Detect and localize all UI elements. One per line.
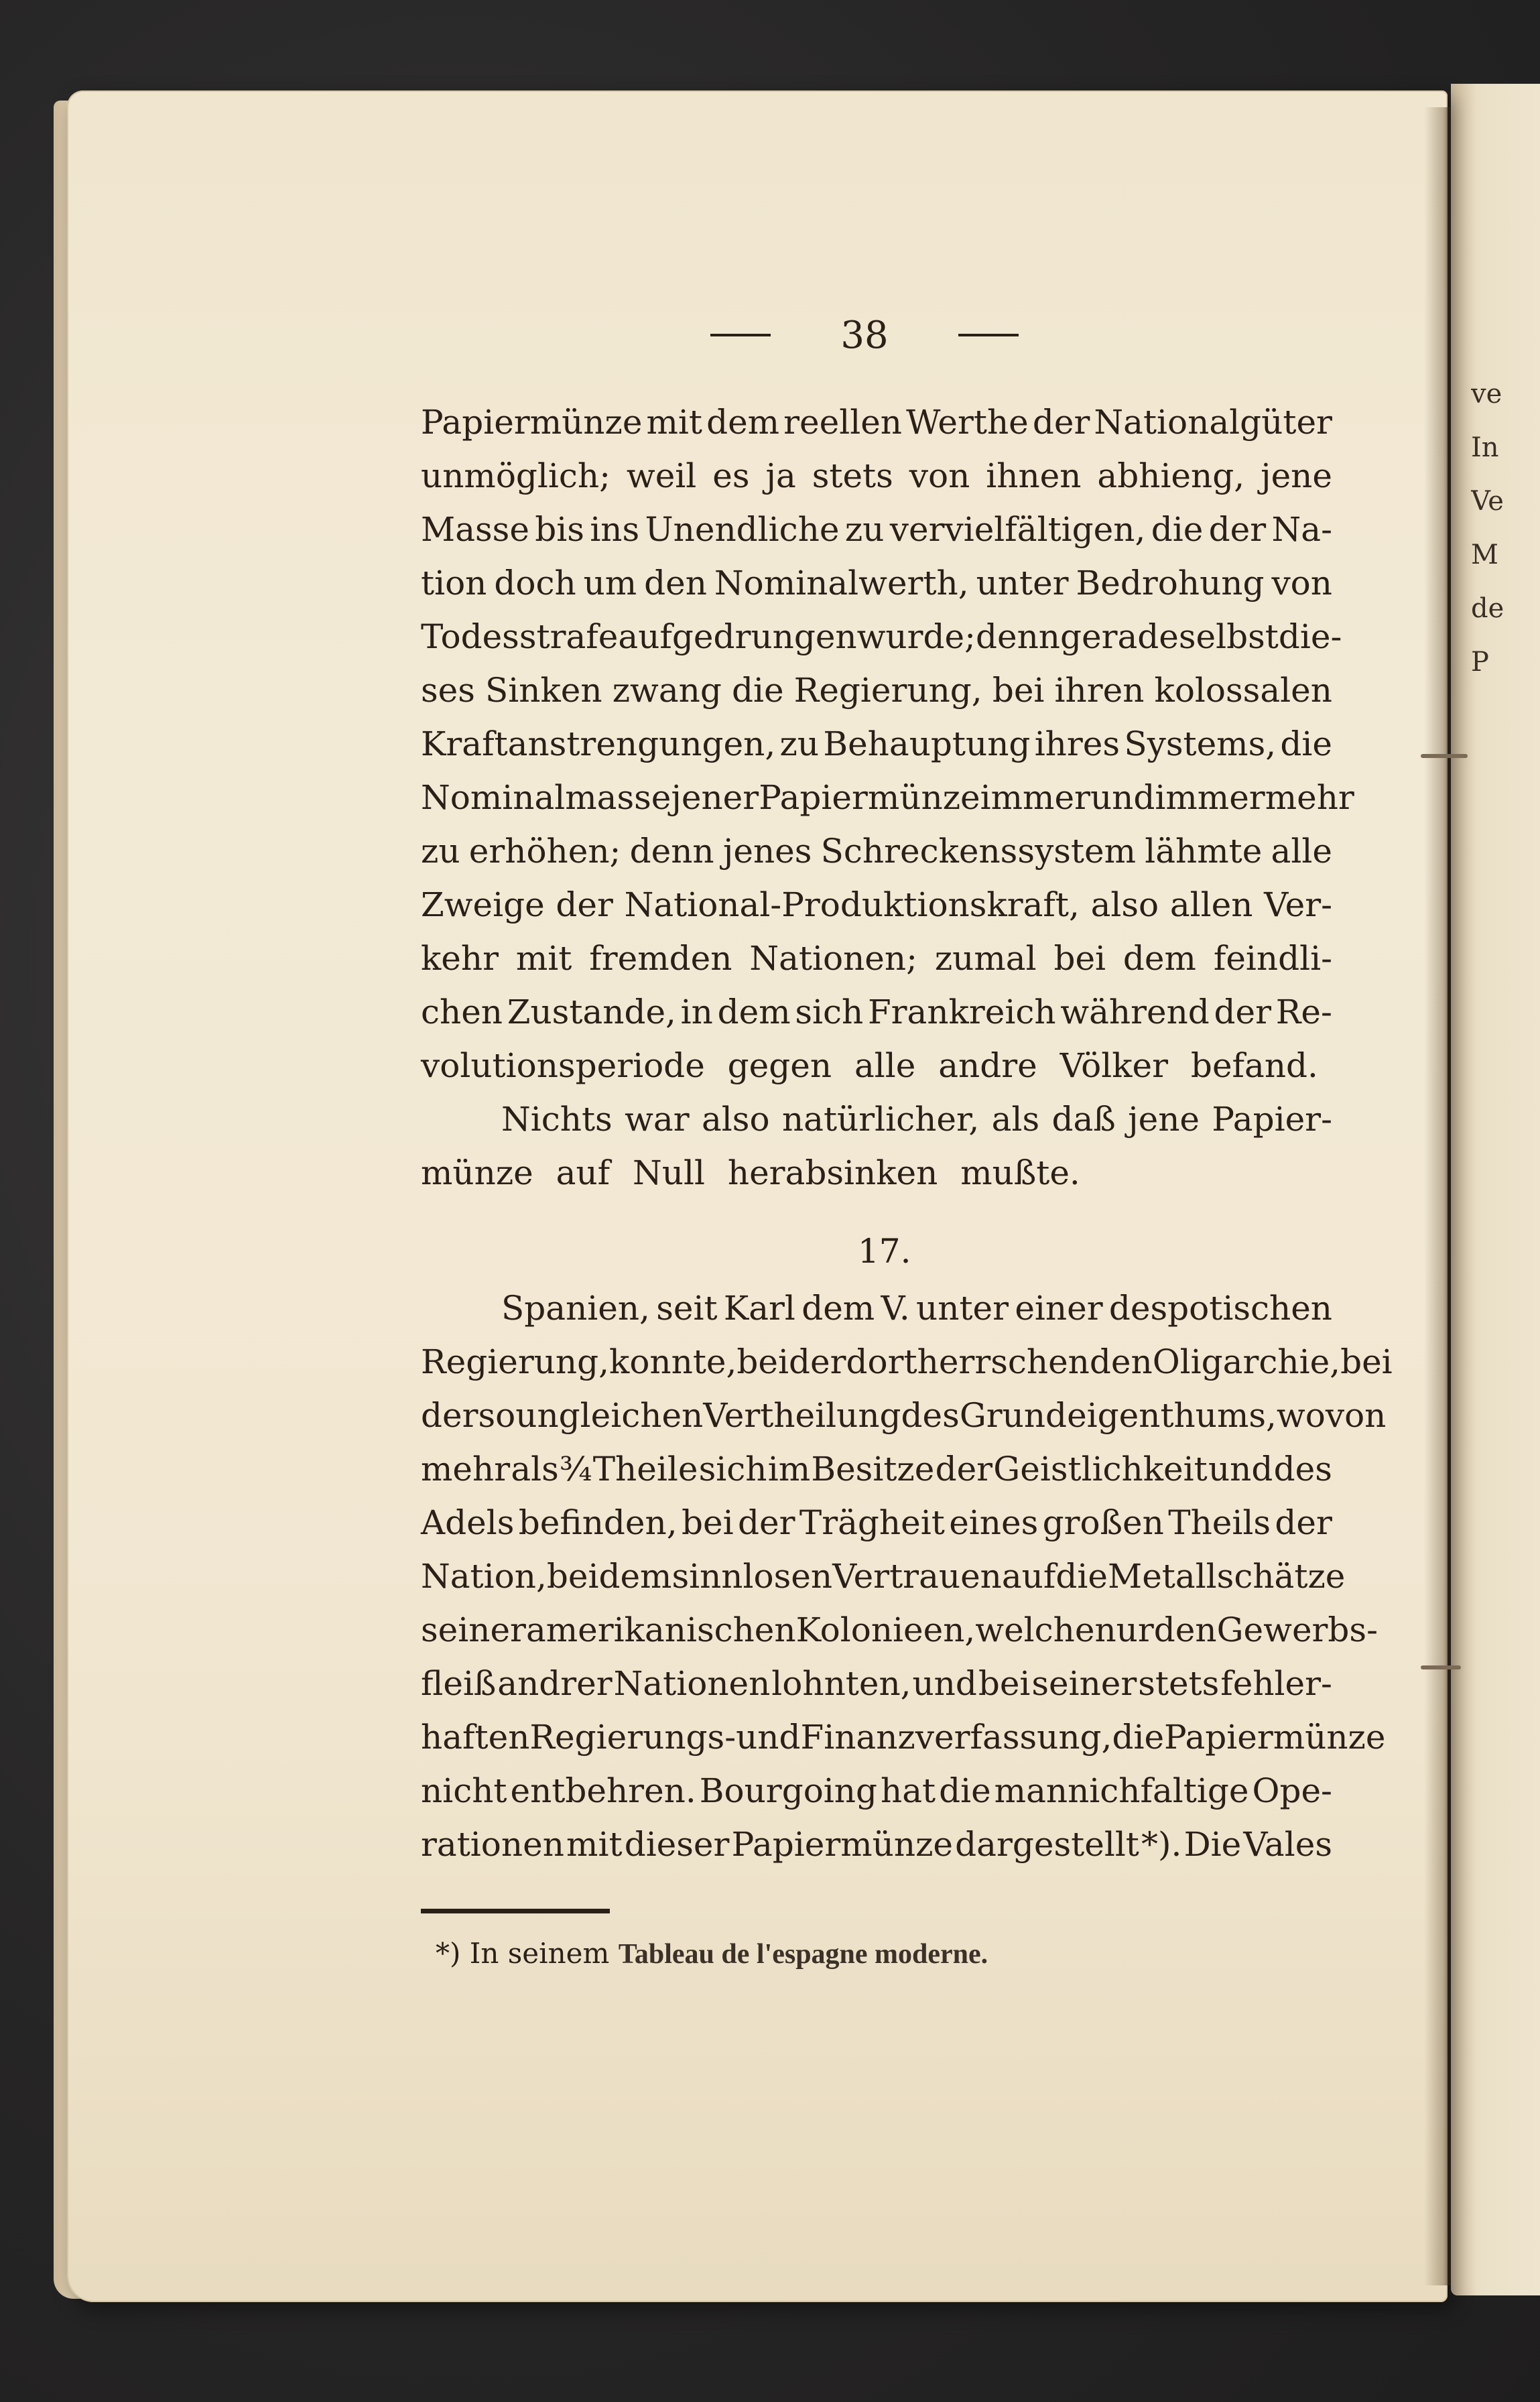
header-dash-left bbox=[710, 334, 771, 336]
word: Theile bbox=[592, 1450, 698, 1489]
word: Nationen; bbox=[749, 939, 917, 978]
word: sinnlosen bbox=[671, 1557, 833, 1596]
word: welche bbox=[975, 1610, 1095, 1649]
word: den bbox=[1153, 1610, 1217, 1649]
word: hat bbox=[881, 1771, 936, 1810]
word: Schreckenssystem bbox=[820, 832, 1136, 871]
word: kehr bbox=[421, 939, 499, 978]
facing-page-fragment: ve bbox=[1471, 379, 1502, 409]
word: kolossalen bbox=[1154, 671, 1332, 710]
page-number: 38 bbox=[840, 313, 889, 357]
word: die bbox=[1112, 1718, 1165, 1757]
word: großen bbox=[1042, 1503, 1164, 1542]
word: Papiermünze bbox=[1164, 1718, 1386, 1757]
word: war bbox=[625, 1100, 690, 1139]
word: fremden bbox=[589, 939, 732, 978]
word: Systems, bbox=[1124, 724, 1277, 763]
text-line: münze auf Null herabsinken mußte. bbox=[421, 1153, 1080, 1192]
word: konnte, bbox=[609, 1342, 737, 1381]
word: zu bbox=[421, 832, 460, 871]
word: mit bbox=[515, 939, 572, 978]
word: der bbox=[1275, 1503, 1332, 1542]
word: Trägheit bbox=[799, 1503, 945, 1542]
word: nicht bbox=[421, 1771, 507, 1810]
word: Karl bbox=[723, 1289, 795, 1328]
header-dash-right bbox=[958, 334, 1019, 336]
word: Papiermünze bbox=[421, 403, 643, 442]
word: allen bbox=[1169, 885, 1253, 924]
word: lohnten, bbox=[771, 1664, 911, 1703]
word: erhöhen; bbox=[468, 832, 621, 871]
word: bei bbox=[978, 1664, 1031, 1703]
word: Na- bbox=[1271, 510, 1332, 549]
word: immer bbox=[1155, 778, 1265, 817]
word: rationen bbox=[421, 1825, 564, 1864]
word: reellen bbox=[783, 403, 903, 442]
word: daß bbox=[1051, 1100, 1116, 1139]
word: den bbox=[644, 564, 707, 603]
word: also bbox=[702, 1100, 770, 1139]
word: während bbox=[1060, 993, 1210, 1031]
word: dargestellt bbox=[955, 1825, 1139, 1864]
word: herrschenden bbox=[917, 1342, 1153, 1381]
paragraph-3 bbox=[421, 1281, 1393, 1871]
word: zwang bbox=[612, 671, 722, 710]
text-line bbox=[421, 449, 1332, 503]
text-line bbox=[421, 1550, 1346, 1603]
word: nur bbox=[1094, 1610, 1154, 1649]
word: dieser bbox=[624, 1825, 730, 1864]
facing-page-fragment: de bbox=[1471, 593, 1504, 624]
word: bis bbox=[535, 510, 584, 549]
word: sich bbox=[698, 1450, 767, 1489]
word: bei bbox=[1053, 939, 1106, 978]
word: dem bbox=[706, 403, 780, 442]
word: ihnen bbox=[986, 456, 1082, 495]
word: Finanzverfassung, bbox=[800, 1718, 1112, 1757]
facing-page-fragment: M bbox=[1471, 540, 1498, 570]
word: als bbox=[991, 1100, 1040, 1139]
text-line bbox=[421, 556, 1332, 610]
word: entbehren. bbox=[510, 1771, 696, 1810]
text-line bbox=[421, 1710, 1386, 1764]
word: von bbox=[909, 456, 970, 495]
word: despotischen bbox=[1108, 1289, 1332, 1328]
word: dem bbox=[1122, 939, 1196, 978]
word: ihres bbox=[1034, 724, 1120, 763]
word: chen bbox=[421, 993, 503, 1031]
word: so bbox=[478, 1396, 516, 1435]
footnote bbox=[436, 1937, 1240, 1984]
word: befinden, bbox=[518, 1503, 678, 1542]
word: Gewerbs- bbox=[1216, 1610, 1378, 1649]
text-line bbox=[421, 610, 1342, 663]
word: Nominalwerth, bbox=[714, 564, 969, 603]
text-line bbox=[421, 1818, 1332, 1871]
word: ses bbox=[421, 671, 475, 710]
text-line bbox=[421, 717, 1332, 771]
word: bei bbox=[992, 671, 1045, 710]
text-line bbox=[421, 663, 1332, 717]
word: der bbox=[737, 1503, 795, 1542]
footnote-title: Tableau de l'espagne moderne. bbox=[618, 1939, 988, 1970]
word: Unendliche bbox=[645, 510, 840, 549]
text-line bbox=[421, 1389, 1387, 1442]
text-line bbox=[421, 1657, 1332, 1710]
word: auf bbox=[1001, 1557, 1056, 1596]
facing-page-fragment: P bbox=[1471, 647, 1489, 678]
word: der bbox=[789, 1342, 846, 1381]
word: ihren bbox=[1054, 671, 1145, 710]
word: es bbox=[712, 456, 750, 495]
word: haften bbox=[421, 1718, 530, 1757]
word: der bbox=[1032, 403, 1090, 442]
word: Papiermünze bbox=[731, 1825, 954, 1864]
word: Nationen bbox=[613, 1664, 771, 1703]
word: jenes bbox=[722, 832, 812, 871]
word: und bbox=[736, 1718, 801, 1757]
word: Re- bbox=[1275, 993, 1332, 1031]
word: zu bbox=[844, 510, 885, 549]
word: immer bbox=[980, 778, 1090, 817]
word: Die bbox=[1183, 1825, 1242, 1864]
text-line bbox=[421, 1092, 1332, 1146]
word: des bbox=[901, 1396, 960, 1435]
word: Grundeigenthums, bbox=[959, 1396, 1277, 1435]
word: Vales bbox=[1243, 1825, 1332, 1864]
text-line bbox=[421, 503, 1332, 556]
word: Geistlichkeit bbox=[993, 1450, 1208, 1489]
word: dort bbox=[846, 1342, 917, 1381]
word: Theils bbox=[1168, 1503, 1271, 1542]
word: bei bbox=[1340, 1342, 1393, 1381]
word: denn bbox=[975, 617, 1060, 656]
book-gutter bbox=[1424, 107, 1451, 2285]
word: Vertheilung bbox=[703, 1396, 901, 1435]
word: fleiß bbox=[421, 1664, 497, 1703]
footnote-divider bbox=[421, 1909, 610, 1913]
word: die- bbox=[1278, 617, 1342, 656]
binding-thread bbox=[1421, 1665, 1461, 1669]
word: mit bbox=[566, 1825, 623, 1864]
text-line bbox=[421, 878, 1332, 932]
word: um bbox=[583, 564, 637, 603]
text-line bbox=[421, 1335, 1393, 1389]
word: Frankreich bbox=[867, 993, 1056, 1031]
word: wurde; bbox=[856, 617, 976, 656]
word: sich bbox=[795, 993, 864, 1031]
word: dem bbox=[598, 1557, 672, 1596]
word: dem bbox=[801, 1289, 875, 1328]
word: National-Produktionskraft, bbox=[624, 885, 1080, 924]
word: der bbox=[421, 1396, 478, 1435]
text-line bbox=[421, 1442, 1332, 1496]
word: ja bbox=[765, 456, 796, 495]
word: andrer bbox=[497, 1664, 613, 1703]
word: ungleichen bbox=[515, 1396, 704, 1435]
word: zu bbox=[779, 724, 820, 763]
word: Oligarchie, bbox=[1152, 1342, 1341, 1381]
word: Nation, bbox=[421, 1557, 547, 1596]
page-header bbox=[710, 308, 1019, 362]
word: mannichfaltige bbox=[994, 1771, 1249, 1810]
word: Nichts bbox=[501, 1100, 613, 1139]
word: der bbox=[556, 885, 613, 924]
word: Regierung, bbox=[421, 1342, 610, 1381]
word: mehr bbox=[421, 1450, 511, 1489]
word: stets bbox=[1138, 1664, 1220, 1703]
word: und bbox=[1208, 1450, 1273, 1489]
paragraph-1 bbox=[421, 395, 1354, 1200]
facing-page-fragment: Ve bbox=[1471, 486, 1504, 517]
word: fehler- bbox=[1220, 1664, 1332, 1703]
text-line: volutionsperiode gegen alle andre Völker befand. bbox=[421, 1046, 1318, 1085]
word: bei bbox=[736, 1342, 789, 1381]
text-line bbox=[421, 824, 1332, 878]
word: vervielfältigen, bbox=[889, 510, 1146, 549]
word: und bbox=[912, 1664, 977, 1703]
word: selbst bbox=[1178, 617, 1279, 656]
word: des bbox=[1273, 1450, 1332, 1489]
word: jener bbox=[671, 778, 759, 817]
text-line bbox=[421, 1603, 1378, 1657]
word: gerade bbox=[1060, 617, 1179, 656]
word: Sinken bbox=[485, 671, 602, 710]
word: unter bbox=[976, 564, 1069, 603]
word: Vertrauen bbox=[832, 1557, 1002, 1596]
word: also bbox=[1090, 885, 1159, 924]
word: Zweige bbox=[421, 885, 545, 924]
word: stets bbox=[812, 456, 893, 495]
word: die bbox=[731, 671, 784, 710]
footnote-marker: *) bbox=[436, 1937, 461, 1970]
word: eines bbox=[949, 1503, 1039, 1542]
word: mit bbox=[646, 403, 703, 442]
word: Nationalgüter bbox=[1094, 403, 1332, 442]
word: *). bbox=[1141, 1825, 1182, 1864]
text-line bbox=[421, 395, 1332, 449]
word: doch bbox=[494, 564, 576, 603]
word: die bbox=[1151, 510, 1204, 549]
word: ins bbox=[590, 510, 640, 549]
text-line bbox=[421, 985, 1332, 1039]
text-line bbox=[421, 1496, 1332, 1550]
word: Kraftanstrengungen, bbox=[421, 724, 776, 763]
word: von bbox=[1271, 564, 1332, 603]
word: die bbox=[939, 1771, 991, 1810]
word: seit bbox=[656, 1289, 718, 1328]
word: zumal bbox=[934, 939, 1037, 978]
binding-thread bbox=[1421, 754, 1468, 758]
word: im bbox=[767, 1450, 811, 1489]
word: Masse bbox=[421, 510, 529, 549]
section-number: 17. bbox=[858, 1232, 911, 1271]
text-line bbox=[421, 1281, 1332, 1335]
word: ¾ bbox=[560, 1450, 592, 1489]
word: seiner bbox=[1031, 1664, 1137, 1703]
word: Metallschätze bbox=[1108, 1557, 1346, 1596]
word: Werthe bbox=[906, 403, 1029, 442]
word: bei bbox=[546, 1557, 599, 1596]
text-line bbox=[421, 932, 1332, 985]
word: Regierung, bbox=[793, 671, 982, 710]
word: Ver- bbox=[1264, 885, 1332, 924]
word: Kolonieen, bbox=[795, 1610, 976, 1649]
word: V. bbox=[881, 1289, 910, 1328]
word: dem bbox=[717, 993, 791, 1031]
text-line bbox=[421, 771, 1354, 824]
word: lähmte bbox=[1145, 832, 1263, 871]
word: alle bbox=[1271, 832, 1332, 871]
word: bei bbox=[681, 1503, 734, 1542]
word: und bbox=[1090, 778, 1155, 817]
word: aufgedrungen bbox=[618, 617, 857, 656]
word: Zustande, bbox=[507, 993, 676, 1031]
word: amerikanischen bbox=[525, 1610, 796, 1649]
word: Ope- bbox=[1252, 1771, 1332, 1810]
word: Papier- bbox=[1212, 1100, 1332, 1139]
word: der bbox=[1208, 510, 1267, 549]
word: Bedrohung bbox=[1076, 564, 1265, 603]
word: als bbox=[511, 1450, 559, 1489]
word: der bbox=[935, 1450, 993, 1489]
facing-page-fragment: In bbox=[1471, 432, 1499, 463]
word: Regierungs- bbox=[529, 1718, 736, 1757]
word: die bbox=[1280, 724, 1332, 763]
word: in bbox=[680, 993, 713, 1031]
word: tion bbox=[421, 564, 487, 603]
word: mehr bbox=[1265, 778, 1354, 817]
word: wovon bbox=[1276, 1396, 1387, 1435]
word: denn bbox=[629, 832, 714, 871]
word: Behauptung bbox=[823, 724, 1031, 763]
word: Bourgoing bbox=[699, 1771, 878, 1810]
word: Nominalmasse bbox=[421, 778, 671, 817]
word: unter bbox=[916, 1289, 1009, 1328]
word: Besitze bbox=[811, 1450, 935, 1489]
word: jene bbox=[1261, 456, 1332, 495]
word: Todesstrafe bbox=[421, 617, 619, 656]
word: abhieng, bbox=[1097, 456, 1245, 495]
word: seiner bbox=[421, 1610, 526, 1649]
text-line bbox=[421, 1764, 1332, 1818]
word: einer bbox=[1015, 1289, 1103, 1328]
word: Spanien, bbox=[501, 1289, 650, 1328]
word: jene bbox=[1128, 1100, 1200, 1139]
footnote-text: In seinem bbox=[469, 1937, 610, 1970]
word: Adels bbox=[421, 1503, 515, 1542]
word: Papiermünze bbox=[759, 778, 980, 817]
word: unmöglich; bbox=[421, 456, 611, 495]
word: die bbox=[1055, 1557, 1108, 1596]
word: weil bbox=[626, 456, 697, 495]
word: feindli- bbox=[1213, 939, 1332, 978]
word: der bbox=[1214, 993, 1272, 1031]
word: natürlicher, bbox=[781, 1100, 980, 1139]
